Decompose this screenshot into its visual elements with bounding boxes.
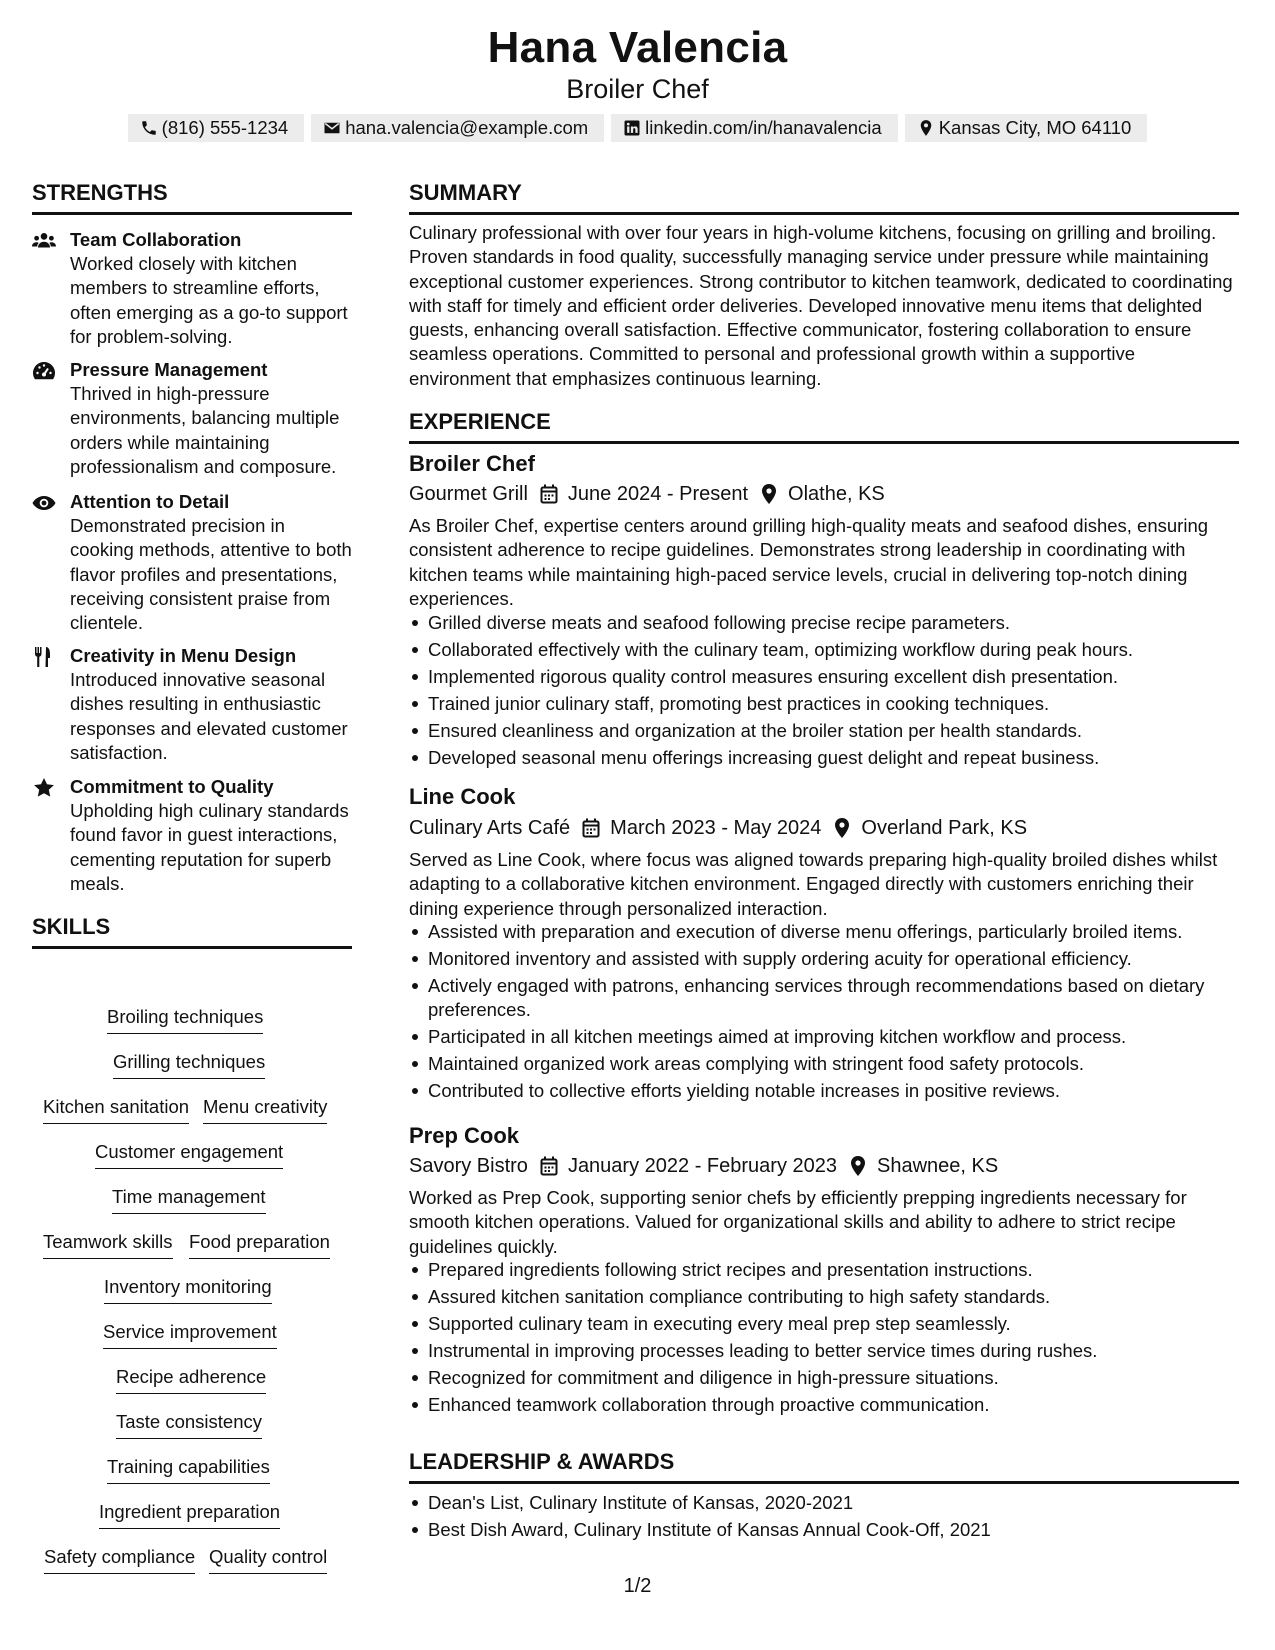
skill-tag: Time management	[112, 1185, 266, 1214]
skill-tag: Broiling techniques	[107, 1005, 263, 1034]
linkedin-icon	[623, 119, 641, 137]
job-bullet: Supported culinary team in executing every meal prep step seamlessly.	[409, 1312, 1239, 1336]
strength-description: Worked closely with kitchen members to streamline efforts, often emerging as a go-to support for problem-solving.	[70, 253, 348, 347]
calendar-icon	[528, 484, 568, 504]
skill-tag: Training capabilities	[107, 1455, 270, 1484]
job-company: Culinary Arts Café	[409, 817, 571, 839]
awards-heading: LEADERSHIP & AWARDS	[409, 1448, 1239, 1484]
gauge-icon	[32, 358, 70, 479]
job-bullet: Grilled diverse meats and seafood following precise recipe parameters.	[409, 611, 1239, 635]
job-title: Line Cook	[409, 784, 516, 809]
strength-description: Upholding high culinary standards found favor in guest interactions, cementing reputation for superb meals.	[70, 800, 349, 894]
job-description: Worked as Prep Cook, supporting senior chefs by efficiently prepping ingredients necessary for smooth kitchen operations. Valued for organizational skills and ability to adhere to strict recipe guidelines quickly.	[409, 1187, 1187, 1257]
award-item: Best Dish Award, Culinary Institute of Kansas Annual Cook-Off, 2021	[409, 1518, 1239, 1542]
strength-description: Introduced innovative seasonal dishes resulting in enthusiastic responses and elevated customer satisfaction.	[70, 669, 348, 763]
page-number: 1/2	[623, 1575, 652, 1597]
job-bullet: Assured kitchen sanitation compliance contributing to high safety standards.	[409, 1285, 1239, 1309]
utensils-icon	[32, 644, 70, 765]
candidate-role: Broiler Chef	[566, 74, 709, 104]
skill-tag: Teamwork skills	[43, 1230, 173, 1259]
job-dates: March 2023 - May 2024	[610, 817, 822, 839]
contact-linkedin[interactable]	[611, 114, 898, 142]
job-bullet: Instrumental in improving processes leading to better service times during rushes.	[409, 1339, 1239, 1363]
skills-heading: SKILLS	[32, 913, 352, 949]
skill-tag: Customer engagement	[95, 1140, 283, 1169]
strength-description: Thrived in high-pressure environments, balancing multiple orders while maintaining professionalism and composure.	[70, 383, 340, 477]
contact-linkedin-text: linkedin.com/in/hanavalencia	[645, 117, 882, 138]
calendar-icon	[570, 818, 610, 838]
map-pin-icon	[837, 1156, 877, 1176]
contact-phone-text: (816) 555-1234	[161, 117, 289, 138]
job-meta	[409, 1152, 998, 1180]
job-bullet: Maintained organized work areas complying with stringent food safety protocols.	[409, 1052, 1239, 1076]
job-bullet: Participated in all kitchen meetings aimed at improving kitchen workflow and process.	[409, 1025, 1239, 1049]
map-pin-icon	[821, 818, 861, 838]
skill-tag: Recipe adherence	[116, 1365, 266, 1394]
job-meta	[409, 814, 1027, 842]
job-bullet: Contributed to collective efforts yielding notable increases in positive reviews.	[409, 1079, 1239, 1103]
job-title: Broiler Chef	[409, 451, 535, 476]
skill-tag: Kitchen sanitation	[43, 1095, 189, 1124]
job-bullet: Enhanced teamwork collaboration through proactive communication.	[409, 1393, 1239, 1417]
job-bullet: Ensured cleanliness and organization at the broiler station per health standards.	[409, 719, 1239, 743]
job-bullets	[409, 920, 1239, 1106]
job-location: Overland Park, KS	[861, 817, 1028, 839]
strength-title: Pressure Management	[70, 359, 268, 380]
job-location: Shawnee, KS	[877, 1155, 999, 1177]
strength-title: Attention to Detail	[70, 491, 230, 512]
job-company: Savory Bistro	[409, 1155, 528, 1177]
job-bullet: Recognized for commitment and diligence in high-pressure situations.	[409, 1366, 1239, 1390]
strength-title: Team Collaboration	[70, 229, 242, 250]
envelope-icon	[323, 119, 341, 137]
job-bullet: Assisted with preparation and execution of diverse menu offerings, particularly broiled items.	[409, 920, 1239, 944]
contact-email-text: hana.valencia@example.com	[345, 117, 589, 138]
skill-tag: Inventory monitoring	[104, 1275, 272, 1304]
job-dates: June 2024 - Present	[567, 483, 749, 505]
job-bullet: Trained junior culinary staff, promoting best practices in cooking techniques.	[409, 692, 1239, 716]
job-title: Prep Cook	[409, 1123, 520, 1148]
strength-item	[32, 775, 352, 896]
award-item: Dean's List, Culinary Institute of Kansas, 2020-2021	[409, 1491, 1239, 1515]
contact-email[interactable]	[311, 114, 604, 142]
candidate-name: Hana Valencia	[487, 23, 788, 72]
skill-tag: Service improvement	[103, 1320, 277, 1349]
job-bullet: Monitored inventory and assisted with supply ordering acuity for operational efficiency.	[409, 947, 1239, 971]
experience-heading: EXPERIENCE	[409, 408, 1239, 444]
skill-tag: Menu creativity	[203, 1095, 327, 1124]
job-bullets	[409, 611, 1239, 773]
strength-title: Commitment to Quality	[70, 776, 274, 797]
job-bullet: Prepared ingredients following strict recipes and presentation instructions.	[409, 1258, 1239, 1282]
contact-phone[interactable]	[128, 114, 305, 142]
skill-tag: Taste consistency	[116, 1410, 262, 1439]
map-pin-icon	[748, 484, 788, 504]
skill-tag: Safety compliance	[44, 1545, 195, 1574]
strength-item	[32, 644, 352, 765]
strength-item	[32, 228, 352, 349]
map-pin-icon	[917, 119, 935, 137]
strength-description: Demonstrated precision in cooking methods, attentive to both flavor profiles and presentations, receiving consistent praise from clientele.	[70, 515, 352, 634]
summary-heading: SUMMARY	[409, 179, 1239, 215]
contact-bar	[0, 114, 1275, 142]
summary-text: Culinary professional with over four years in high-volume kitchens, focusing on grilling and broiling. Proven standards in food quality, successfully managing service under pressure while maintaining exceptional customer experiences. Strong contributor to kitchen teamwork, dedicated to coordinating with staff for timely and efficient order deliveries. Developed innovative menu items that delighted guests, enhancing overall satisfaction. Effective communicator, fostering collaboration to ensure seamless operations. Committed to personal and professional growth within a supportive environment that emphasizes continuous learning.	[409, 222, 1233, 389]
strength-title: Creativity in Menu Design	[70, 645, 297, 666]
job-bullet: Implemented rigorous quality control measures ensuring excellent dish presentation.	[409, 665, 1239, 689]
job-bullet: Collaborated effectively with the culinary team, optimizing workflow during peak hours.	[409, 638, 1239, 662]
job-description: Served as Line Cook, where focus was aligned towards preparing high-quality broiled dishes whilst adapting to a collaborative kitchen environment. Engaged directly with customers enriching their dining experience through personalized interaction.	[409, 849, 1218, 919]
strength-item	[32, 358, 352, 479]
contact-location-text: Kansas City, MO 64110	[938, 117, 1132, 138]
strengths-heading: STRENGTHS	[32, 179, 352, 215]
users-icon	[32, 228, 70, 349]
skill-tag: Food preparation	[189, 1230, 330, 1259]
eye-icon	[32, 490, 70, 635]
job-meta	[409, 480, 885, 508]
job-dates: January 2022 - February 2023	[567, 1155, 837, 1177]
star-icon	[32, 775, 70, 896]
job-location: Olathe, KS	[788, 483, 885, 505]
job-description: As Broiler Chef, expertise centers around grilling high-quality meats and seafood dishes, ensuring consistent adherence to recipe guidelines. Demonstrates strong leadership in coordinating with kitchen teams while maintaining high-paced service levels, crucial in delivering top-notch dining experiences.	[409, 515, 1209, 609]
contact-location[interactable]	[905, 114, 1148, 142]
skill-tag: Ingredient preparation	[99, 1500, 280, 1529]
strength-item	[32, 490, 352, 635]
job-bullet: Actively engaged with patrons, enhancing services through recommendations based on dietary preferences.	[409, 974, 1239, 1023]
calendar-icon	[528, 1156, 568, 1176]
skill-tag: Grilling techniques	[113, 1050, 265, 1079]
awards-list	[409, 1491, 1239, 1545]
job-company: Gourmet Grill	[409, 483, 528, 505]
job-bullets	[409, 1258, 1239, 1420]
job-bullet: Developed seasonal menu offerings increasing guest delight and repeat business.	[409, 746, 1239, 770]
skill-tag: Quality control	[209, 1545, 327, 1574]
phone-icon	[140, 119, 158, 137]
